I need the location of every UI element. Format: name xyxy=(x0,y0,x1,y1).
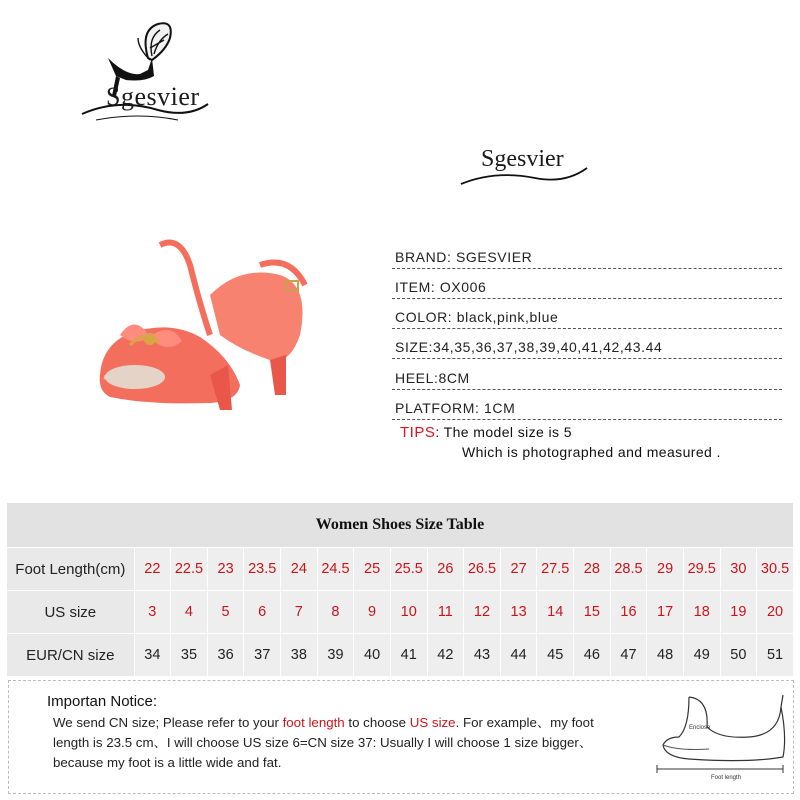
us_size-cell: 8 xyxy=(317,591,354,634)
eur_cn_size-cell: 45 xyxy=(537,634,574,677)
spec-brand: BRAND: SGESVIER xyxy=(392,240,782,269)
us_size-cell: 11 xyxy=(427,591,463,634)
foot_length-cell: 28 xyxy=(574,548,610,591)
us_size-cell: 7 xyxy=(281,591,317,634)
us_size-cell: 5 xyxy=(207,591,243,634)
spec-color: COLOR: black,pink,blue xyxy=(392,300,782,329)
eur_cn_size-cell: 51 xyxy=(757,634,794,677)
row-label-us-size: US size xyxy=(7,591,135,634)
foot_length-cell: 23 xyxy=(207,548,243,591)
tips-key: TIPS xyxy=(400,424,436,441)
foot_length-cell: 22 xyxy=(134,548,170,591)
spec-heel: HEEL:8CM xyxy=(392,361,782,390)
eur_cn_size-cell: 47 xyxy=(610,634,647,677)
eur_cn_size-cell: 41 xyxy=(390,634,427,677)
brand-logo-secondary-text: Sgesvier xyxy=(481,146,564,172)
table-row-foot-length xyxy=(7,548,794,591)
eur_cn_size-cell: 40 xyxy=(354,634,390,677)
us_size-cell: 15 xyxy=(574,591,610,634)
table-row-us-size xyxy=(7,591,794,634)
row-label-foot-length: Foot Length(cm) xyxy=(7,548,135,591)
us_size-cell: 16 xyxy=(610,591,647,634)
eur_cn_size-cell: 38 xyxy=(281,634,317,677)
foot_length-cell: 28.5 xyxy=(610,548,647,591)
eur_cn_size-cell: 35 xyxy=(171,634,208,677)
brand-logo-text: Sgesvier xyxy=(106,82,200,111)
foot_length-cell: 27.5 xyxy=(537,548,574,591)
notice-foot-length: foot length xyxy=(282,715,345,730)
spec-platform: PLATFORM: 1CM xyxy=(392,391,782,420)
us_size-cell: 6 xyxy=(244,591,281,634)
eur_cn_size-cell: 43 xyxy=(464,634,501,677)
table-row-eur-cn-size xyxy=(7,634,794,677)
eur_cn_size-cell: 46 xyxy=(574,634,610,677)
notice-body: We send CN size; Please refer to your foot length to choose US size. For example、my foot length is 23.5 cm、I will choose US size 6=CN size 37: Usually I will choose 1 size bigger、because my foot is a little wide and fat. xyxy=(53,715,594,770)
foot_length-cell: 25 xyxy=(354,548,390,591)
us_size-cell: 20 xyxy=(757,591,794,634)
notice-title: Importan Notice: xyxy=(47,693,158,710)
tips-line-1 xyxy=(400,424,572,441)
us_size-cell: 13 xyxy=(500,591,536,634)
product-image xyxy=(90,225,330,425)
foot_length-cell: 29.5 xyxy=(683,548,720,591)
notice-box xyxy=(8,680,794,794)
brand-logo-secondary xyxy=(455,140,595,190)
eur_cn_size-cell: 39 xyxy=(317,634,354,677)
us_size-cell: 4 xyxy=(171,591,208,634)
foot_length-cell: 30 xyxy=(720,548,756,591)
tips-line-2: Which is photographed and measured . xyxy=(462,444,721,460)
spec-size: SIZE:34,35,36,37,38,39,40,41,42,43.44 xyxy=(392,330,782,359)
us_size-cell: 18 xyxy=(683,591,720,634)
size-table-title: Women Shoes Size Table xyxy=(7,503,794,548)
eur_cn_size-cell: 49 xyxy=(683,634,720,677)
foot_length-cell: 30.5 xyxy=(757,548,794,591)
foot_length-cell: 24 xyxy=(281,548,317,591)
foot_length-cell: 22.5 xyxy=(171,548,208,591)
notice-us-size: US size xyxy=(409,715,456,730)
eur_cn_size-cell: 48 xyxy=(647,634,683,677)
foot_length-cell: 29 xyxy=(647,548,683,591)
us_size-cell: 3 xyxy=(134,591,170,634)
foot_length-cell: 26.5 xyxy=(464,548,501,591)
foot_length-cell: 26 xyxy=(427,548,463,591)
eur_cn_size-cell: 36 xyxy=(207,634,243,677)
spec-item: ITEM: OX006 xyxy=(392,270,782,299)
eur_cn_size-cell: 34 xyxy=(134,634,170,677)
foot_length-cell: 24.5 xyxy=(317,548,354,591)
us_size-cell: 9 xyxy=(354,591,390,634)
eur_cn_size-cell: 37 xyxy=(244,634,281,677)
us_size-cell: 19 xyxy=(720,591,756,634)
foot_length-cell: 27 xyxy=(500,548,536,591)
us_size-cell: 17 xyxy=(647,591,683,634)
foot_length-cell: 25.5 xyxy=(390,548,427,591)
diagram-enclose-label: Enclose xyxy=(689,725,711,731)
foot-measure-icon xyxy=(649,687,789,783)
us_size-cell: 12 xyxy=(464,591,501,634)
eur_cn_size-cell: 50 xyxy=(720,634,756,677)
size-table xyxy=(6,502,794,677)
eur_cn_size-cell: 44 xyxy=(500,634,536,677)
row-label-eur-cn-size: EUR/CN size xyxy=(7,634,135,677)
foot_length-cell: 23.5 xyxy=(244,548,281,591)
diagram-foot-length-label: Foot length xyxy=(711,775,742,781)
tips-text: : The model size is 5 xyxy=(435,424,572,440)
eur_cn_size-cell: 42 xyxy=(427,634,463,677)
us_size-cell: 10 xyxy=(390,591,427,634)
brand-logo xyxy=(78,18,213,128)
us_size-cell: 14 xyxy=(537,591,574,634)
